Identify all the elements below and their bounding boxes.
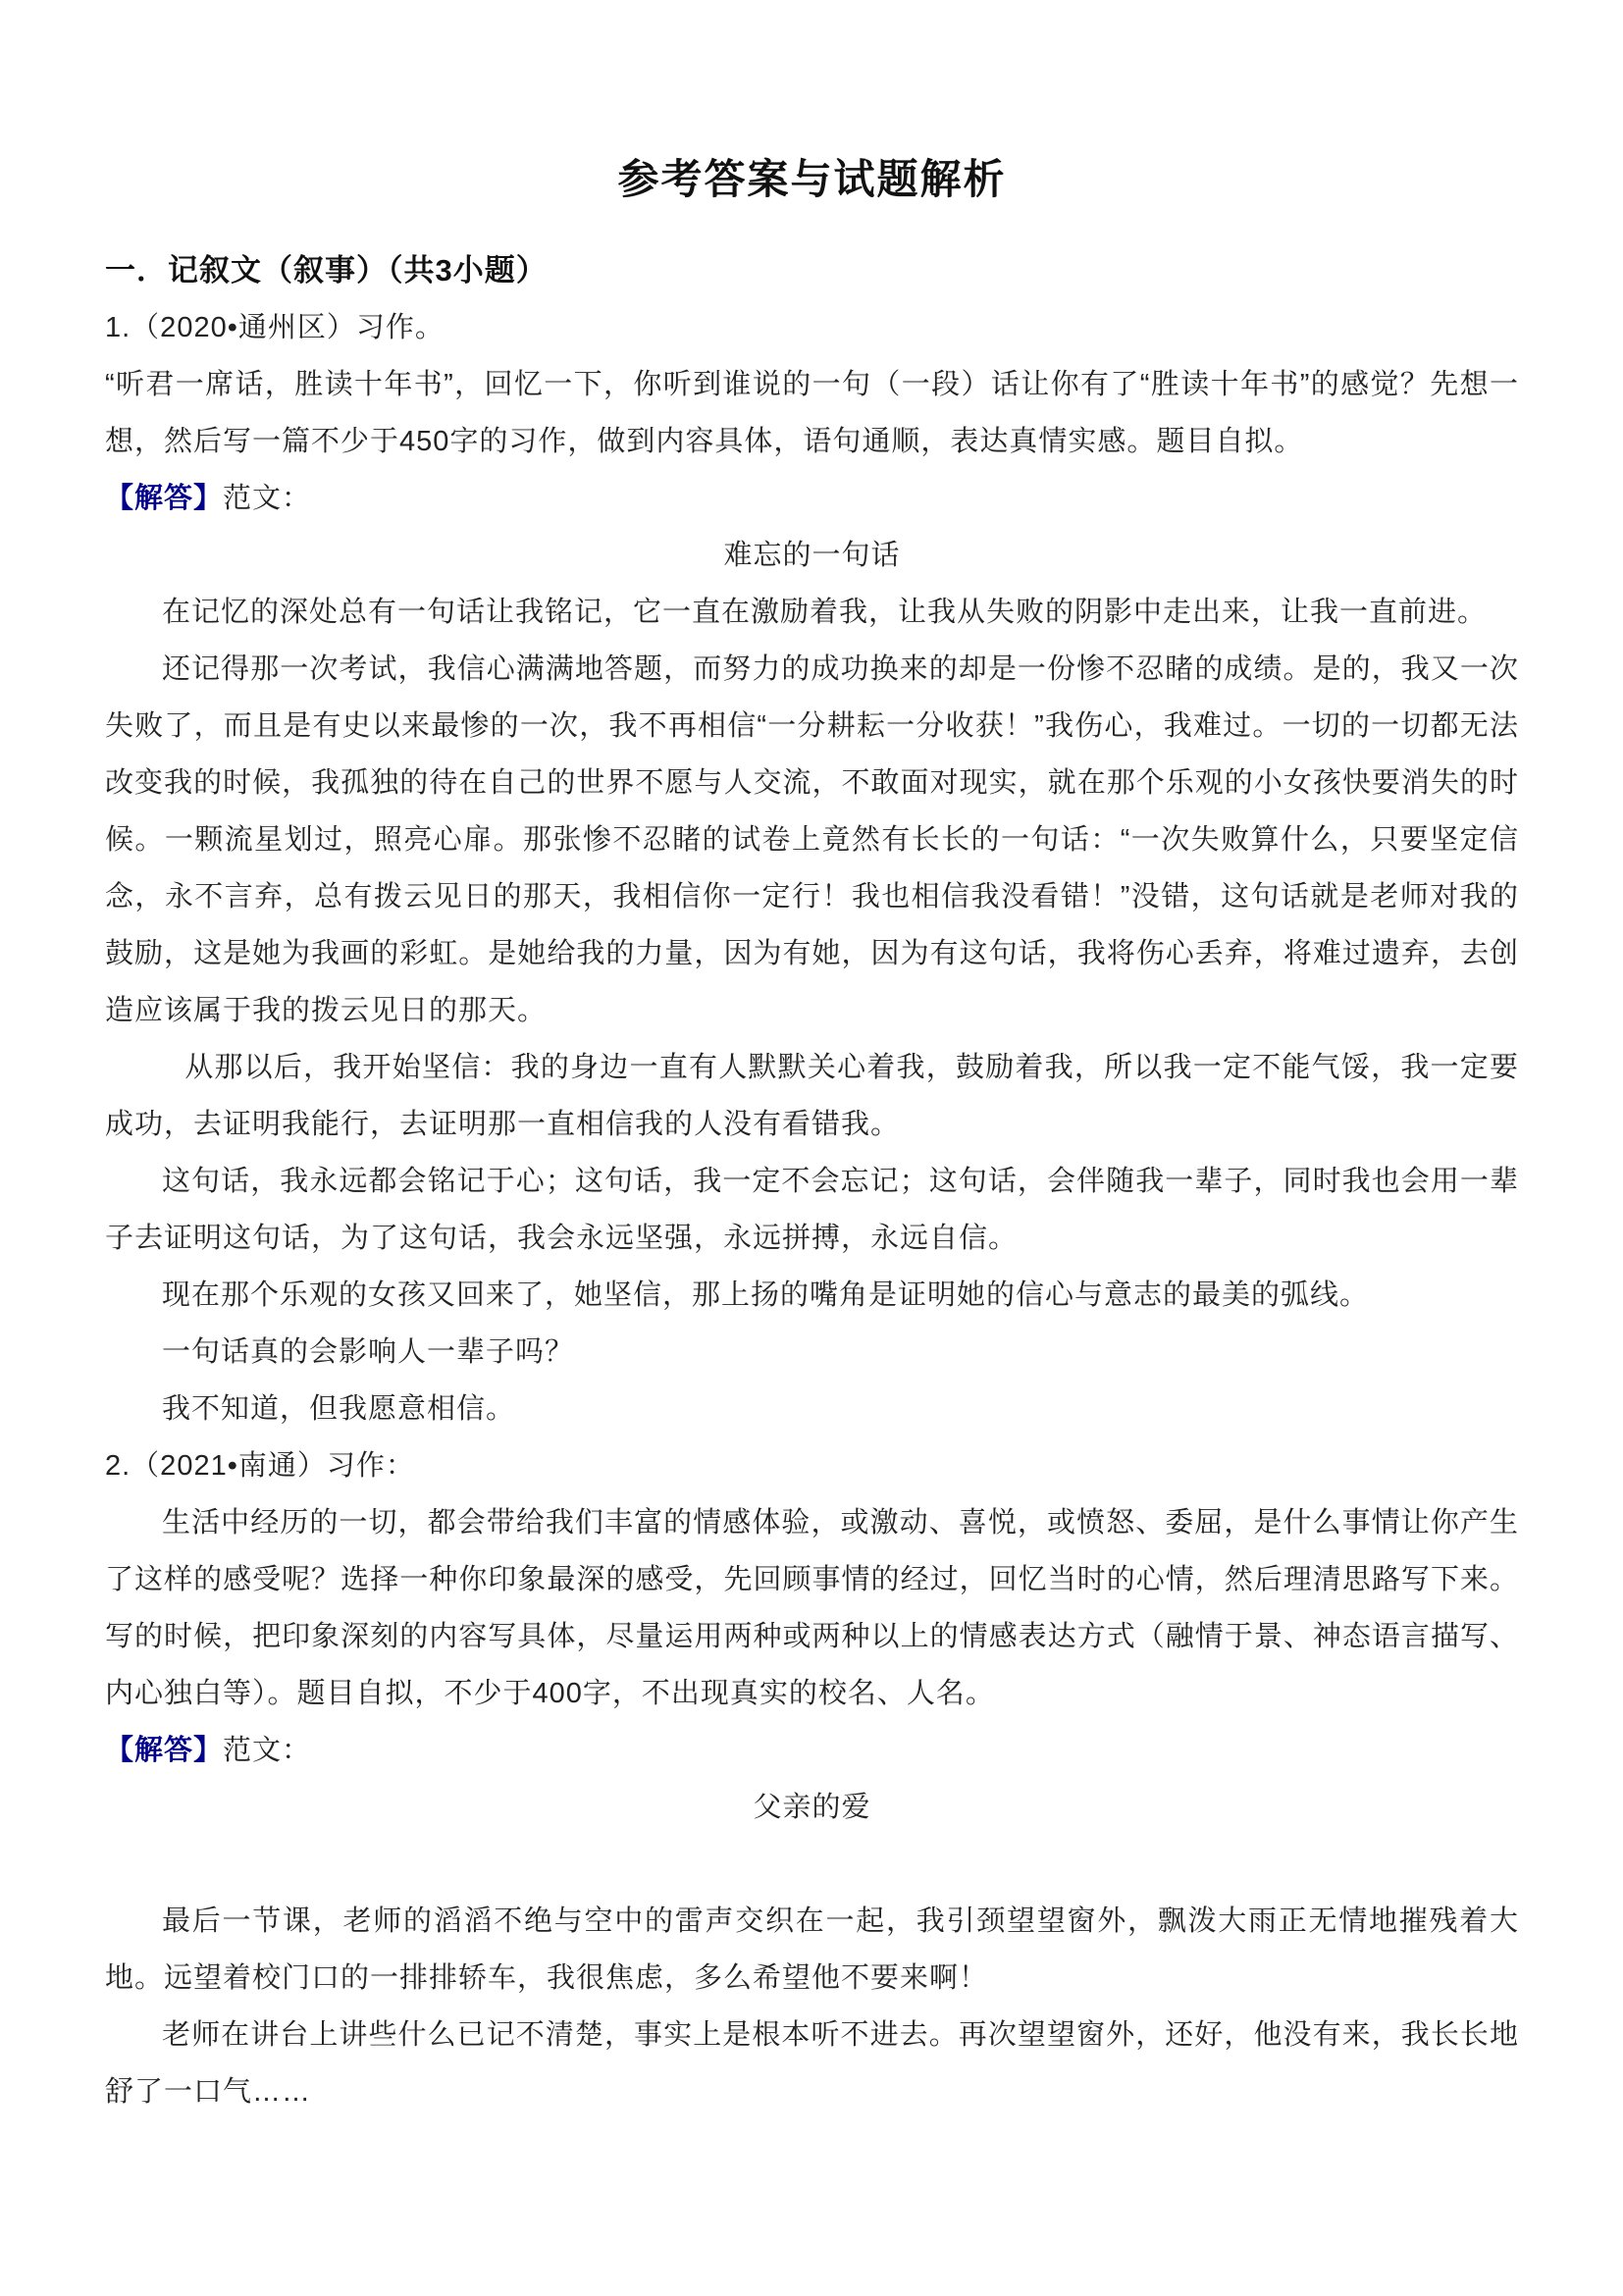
essay-1-paragraph: 还记得那一次考试，我信心满满地答题，而努力的成功换来的却是一份惨不忍睹的成绩。是的，我又一次失败了，而且是有史以来最惨的一次，我不再相信“一分耕耘一分收获！”我伤心，我难过。一切的一切都无法改变我的时候，我孤独的待在自己的世界不愿与人交流，不敢面对现实，就在那个乐观的小女孩快要消失的时候。一颗流星划过，照亮心扉。那张惨不忍睹的试卷上竟然有长长的一句话：“一次失败算什么，只要坚定信念，永不言弃，总有拨云见日的那天，我相信你一定行！我也相信我没看错！”没错，这句话就是老师对我的鼓励，这是她为我画的彩虹。是她给我的力量，因为有她，因为有这句话，我将伤心丢弃，将难过遗弃，去创造应该属于我的拨云见日的那天。: [105, 652, 1519, 1026]
answer-marker: 【解答】: [105, 482, 224, 514]
item-1-prompt: “听君一席话，胜读十年书”，回忆一下，你听到谁说的一句（一段）话让你有了“胜读十年书”的感觉？先想一想，然后写一篇不少于450字的习作，做到内容具体，语句通顺，表达真情实感。题目自拟。: [105, 368, 1519, 457]
essay-1-paragraph: 在记忆的深处总有一句话让我铭记，它一直在激励着我，让我从失败的阴影中走出来，让我一直前进。: [162, 596, 1488, 628]
answer-marker: 【解答】: [105, 1734, 224, 1766]
essay-1-paragraph: 我不知道，但我愿意相信。: [162, 1392, 516, 1425]
essay-1-paragraph: 这句话，我永远都会铭记于心；这句话，我一定不会忘记；这句话，会伴随我一辈子，同时我也会用一辈子去证明这句话，为了这句话，我会永远坚强，永远拼搏，永远自信。: [105, 1165, 1519, 1254]
essay-1-paragraph: 从那以后，我开始坚信：我的身边一直有人默默关心着我，鼓励着我，所以我一定不能气馁，我一定要成功，去证明我能行，去证明那一直相信我的人没有看错我。: [105, 1051, 1519, 1140]
essay-2-title: 父亲的爱: [753, 1791, 871, 1823]
item-1-answer-line: [105, 470, 1519, 527]
section-heading: 一．记叙文（叙事）（共3小题）: [105, 252, 548, 287]
essay-1-paragraph: 现在那个乐观的女孩又回来了，她坚信，那上扬的嘴角是证明她的信心与意志的最美的弧线。: [162, 1278, 1370, 1311]
answer-label: 范文：: [223, 482, 312, 514]
item-1-label: 1.（2020•通州区）习作。: [105, 311, 445, 343]
page-title: 参考答案与试题解析: [617, 156, 1007, 202]
essay-1-title: 难忘的一句话: [723, 539, 901, 571]
item-2-answer-line: [105, 1722, 1519, 1779]
essay-1-paragraph: 一句话真的会影响人一辈子吗？: [162, 1335, 575, 1368]
essay-2-paragraph: 老师在讲台上讲些什么已记不清楚，事实上是根本听不进去。再次望望窗外，还好，他没有来，我长长地舒了一口气……: [105, 2018, 1519, 2108]
item-2-prompt: 生活中经历的一切，都会带给我们丰富的情感体验，或激动、喜悦，或愤怒、委屈，是什么事情让你产生了这样的感受呢？选择一种你印象最深的感受，先回顾事情的经过，回忆当时的心情，然后理清思路写下来。写的时候，把印象深刻的内容写具体，尽量运用两种或两种以上的情感表达方式（融情于景、神态语言描写、内心独白等）。题目自拟，不少于400字，不出现真实的校名、人名。: [105, 1506, 1519, 1709]
essay-2-paragraph: 最后一节课，老师的滔滔不绝与空中的雷声交织在一起，我引颈望望窗外，飘泼大雨正无情地摧残着大地。远望着校门口的一排排轿车，我很焦虑，多么希望他不要来啊！: [105, 1905, 1519, 1994]
item-2-label: 2.（2021•南通）习作：: [105, 1449, 415, 1482]
answer-label: 范文：: [223, 1734, 312, 1766]
